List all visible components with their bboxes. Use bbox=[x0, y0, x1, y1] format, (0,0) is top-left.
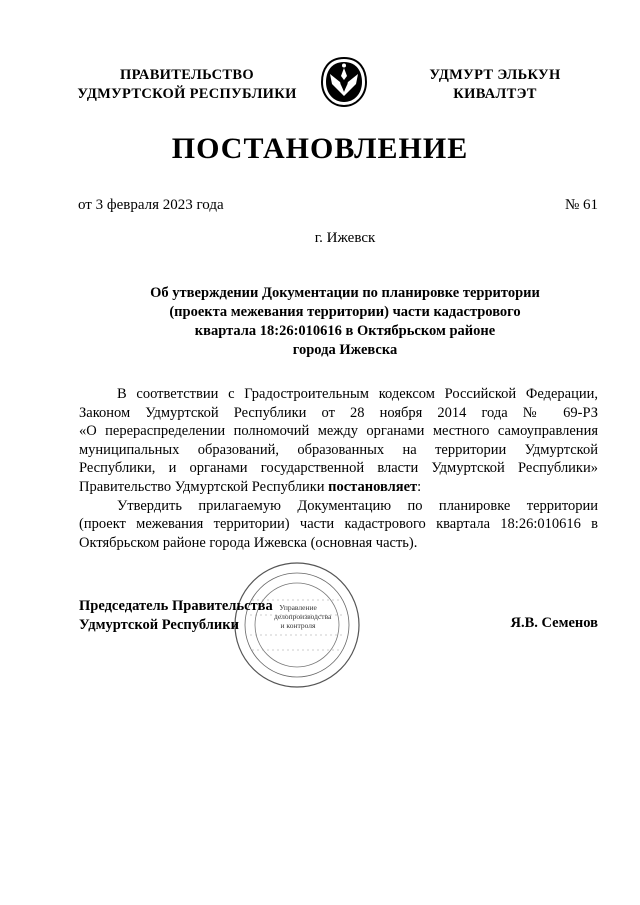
body-line: (проект межевания территории) части кадастрового квартала 18:26:010616 в bbox=[79, 516, 598, 533]
body-line: муниципальных образований, образованных на территории Удмуртской bbox=[79, 441, 598, 458]
subject-line: (проекта межевания территории) части кадастрового bbox=[169, 304, 521, 320]
body-line: «О перераспределении полномочий между органами местного самоуправления bbox=[79, 423, 598, 440]
header-left-line-2: УДМУРТСКОЙ РЕСПУБЛИКИ bbox=[77, 86, 297, 102]
seal-inner-line: делопроизводства bbox=[274, 612, 332, 621]
header-right-line-2: КИВАЛТЭТ bbox=[453, 86, 537, 102]
signatory-position-line: Председатель Правительства bbox=[79, 598, 273, 614]
body-line: Законом Удмуртской Республики от 28 ноября 2014 года № 69-РЗ bbox=[79, 404, 598, 421]
body-line-decree bbox=[79, 478, 598, 497]
document-city: г. Ижевск bbox=[314, 230, 376, 246]
header-right-line-1: УДМУРТ ЭЛЬКУН bbox=[429, 67, 561, 83]
signatory-name: Я.В. Семенов bbox=[510, 615, 598, 631]
document-number: № 61 bbox=[564, 197, 598, 213]
document-body bbox=[79, 385, 598, 552]
body-line: Утвердить прилагаемую Документацию по планировке территории bbox=[117, 497, 598, 514]
signatory-position bbox=[79, 597, 273, 635]
signatory-position-line: Удмуртской Республики bbox=[79, 617, 239, 633]
seal-inner-text bbox=[274, 603, 332, 630]
document-subject bbox=[120, 284, 570, 360]
seal-inner-line: и контроля bbox=[280, 621, 316, 630]
decree-suffix: : bbox=[417, 478, 422, 495]
decree-verb: постановляет bbox=[328, 478, 418, 495]
document-title: ПОСТАНОВЛЕНИЕ bbox=[171, 132, 469, 165]
header-right bbox=[400, 66, 590, 104]
body-line: Республики, и органами государственной власти Удмуртской Республики» bbox=[79, 460, 598, 477]
subject-line: квартала 18:26:010616 в Октябрьском районе bbox=[194, 323, 496, 339]
coat-of-arms-icon bbox=[316, 56, 372, 108]
header-left-line-1: ПРАВИТЕЛЬСТВО bbox=[120, 67, 254, 83]
body-line: В соответствии с Градостроительным кодексом Российской Федерации, bbox=[117, 386, 598, 402]
subject-line: города Ижевска bbox=[292, 342, 398, 358]
header-left bbox=[62, 66, 312, 104]
body-line: Октябрьском районе города Ижевска (основная часть). bbox=[79, 534, 418, 551]
decree-prefix: Правительство Удмуртской Республики bbox=[79, 478, 329, 495]
subject-line: Об утверждении Документации по планировке территории bbox=[150, 285, 540, 301]
document-date: от 3 февраля 2023 года bbox=[78, 197, 224, 213]
seal-inner-line: Управление bbox=[279, 603, 317, 612]
